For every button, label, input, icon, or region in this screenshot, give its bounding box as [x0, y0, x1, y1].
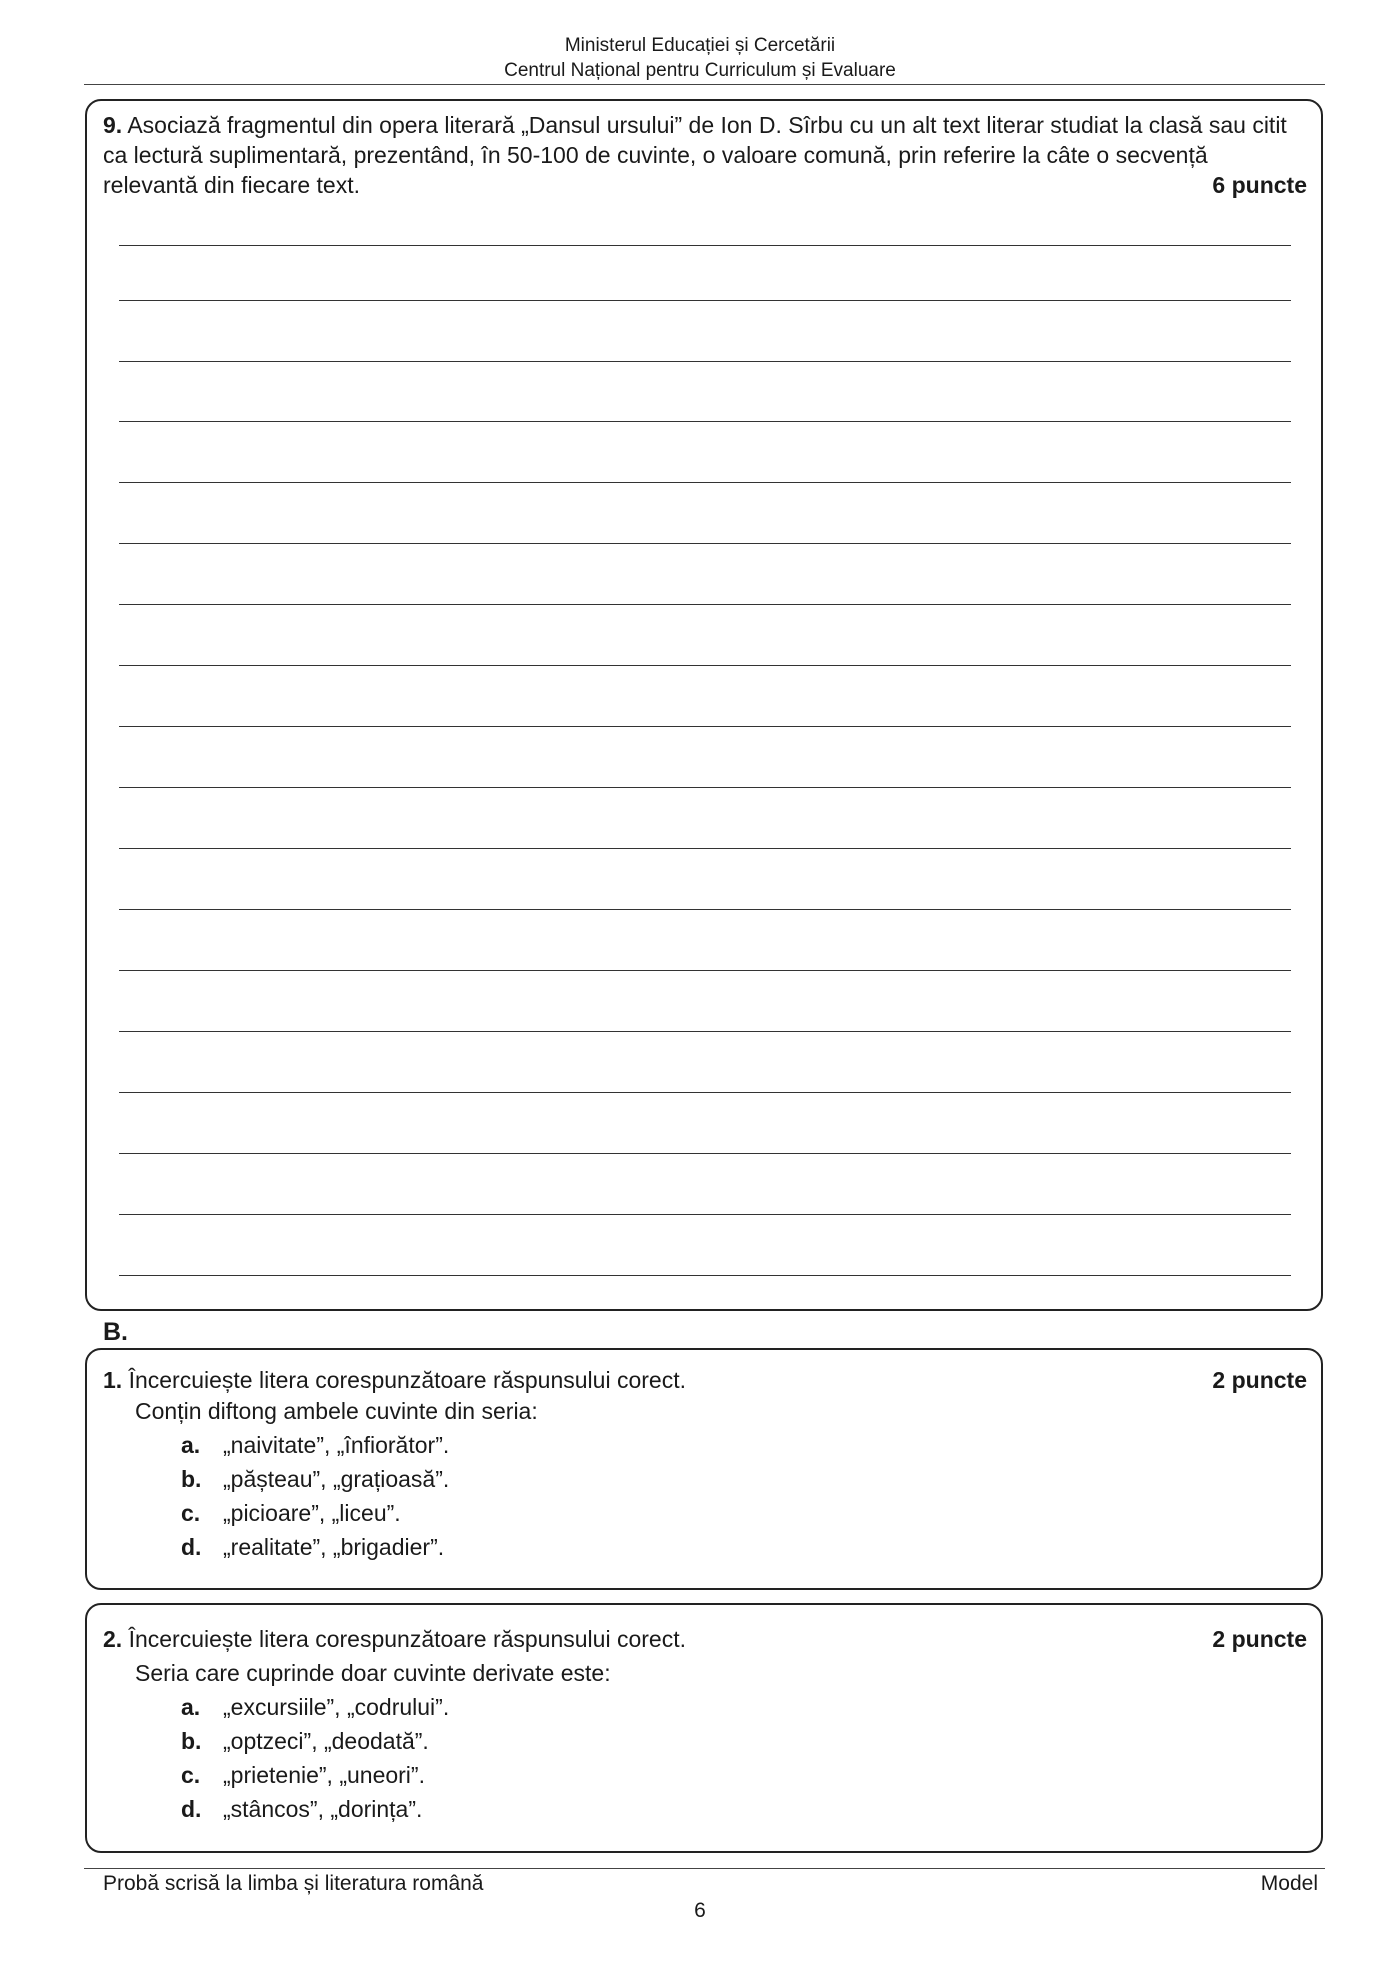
option-text: „picioare”, „liceu”. — [223, 1500, 401, 1526]
question-2-option-d[interactable] — [181, 1794, 422, 1824]
answer-line[interactable] — [119, 1031, 1291, 1032]
question-2-header — [103, 1624, 1307, 1654]
question-1-header — [103, 1365, 1307, 1395]
question-9-number: 9. — [103, 112, 123, 138]
question-1-points: 2 puncte — [1212, 1367, 1307, 1393]
answer-line[interactable] — [119, 300, 1291, 301]
question-1-option-b[interactable] — [181, 1464, 449, 1494]
answer-line[interactable] — [119, 604, 1291, 605]
answer-line[interactable] — [119, 482, 1291, 483]
answer-line[interactable] — [119, 245, 1291, 246]
question-1-prompt: Conțin diftong ambele cuvinte din seria: — [135, 1398, 538, 1424]
question-2-number: 2. — [103, 1626, 123, 1652]
footer-divider — [84, 1868, 1325, 1869]
question-1-option-a[interactable] — [181, 1430, 449, 1460]
header-center: Centrul Național pentru Curriculum și Evaluare — [504, 60, 896, 81]
question-1-number: 1. — [103, 1367, 123, 1393]
page-header — [0, 33, 1400, 83]
header-ministry: Ministerul Educației și Cercetării — [564, 35, 836, 56]
answer-line[interactable] — [119, 421, 1291, 422]
option-text: „pășteau”, „grațioasă”. — [223, 1466, 450, 1492]
option-text: „naivitate”, „înfiorător”. — [223, 1432, 450, 1458]
option-letter: b. — [181, 1728, 202, 1754]
question-2-instruction: Încercuiește litera corespunzătoare răspunsului corect. — [128, 1626, 686, 1652]
question-9-box — [85, 99, 1323, 1311]
question-2-option-c[interactable] — [181, 1760, 425, 1790]
option-letter: a. — [181, 1432, 201, 1458]
option-letter: b. — [181, 1466, 202, 1492]
page-number: 6 — [694, 1899, 706, 1922]
question-9-text: Asociază fragmentul din opera literară „Dansul ursului” de Ion D. Sîrbu cu un alt text literar studiat la clasă sau citit ca lectură suplimentară, prezentând, în 50-100 de cuvinte, o valoare comună, prin referire la câte o secvență relevantă din fiecare text. — [103, 112, 1287, 198]
footer-exam-title: Probă scrisă la limba și literatura română — [103, 1872, 484, 1895]
answer-line[interactable] — [119, 848, 1291, 849]
question-1-option-c[interactable] — [181, 1498, 401, 1528]
option-letter: c. — [181, 1762, 201, 1788]
option-text: „stâncos”, „dorința”. — [223, 1796, 423, 1822]
answer-line[interactable] — [119, 970, 1291, 971]
section-b-heading: B. — [103, 1318, 128, 1346]
option-text: „excursiile”, „codrului”. — [223, 1694, 450, 1720]
question-9-points: 6 puncte — [1212, 172, 1307, 198]
option-letter: a. — [181, 1694, 201, 1720]
question-2-option-a[interactable] — [181, 1692, 449, 1722]
option-letter: d. — [181, 1534, 202, 1560]
answer-line[interactable] — [119, 361, 1291, 362]
answer-line[interactable] — [119, 1092, 1291, 1093]
header-divider — [84, 84, 1325, 85]
question-1-instruction: Încercuiește litera corespunzătoare răspunsului corect. — [128, 1367, 686, 1393]
answer-line[interactable] — [119, 726, 1291, 727]
answer-line[interactable] — [119, 1275, 1291, 1276]
option-letter: c. — [181, 1500, 201, 1526]
answer-line[interactable] — [119, 665, 1291, 666]
question-2-points: 2 puncte — [1212, 1626, 1307, 1652]
option-text: „optzeci”, „deodată”. — [223, 1728, 429, 1754]
option-text: „prietenie”, „uneori”. — [223, 1762, 425, 1788]
question-2-prompt: Seria care cuprinde doar cuvinte derivate este: — [135, 1660, 611, 1686]
answer-line[interactable] — [119, 1214, 1291, 1215]
option-text: „realitate”, „brigadier”. — [223, 1534, 445, 1560]
answer-line[interactable] — [119, 787, 1291, 788]
question-2-option-b[interactable] — [181, 1726, 429, 1756]
footer-model-label: Model — [1260, 1872, 1318, 1895]
answer-line[interactable] — [119, 1153, 1291, 1154]
option-letter: d. — [181, 1796, 202, 1822]
question-1-option-d[interactable] — [181, 1532, 444, 1562]
answer-line[interactable] — [119, 909, 1291, 910]
question-9 — [103, 110, 1307, 200]
answer-line[interactable] — [119, 543, 1291, 544]
